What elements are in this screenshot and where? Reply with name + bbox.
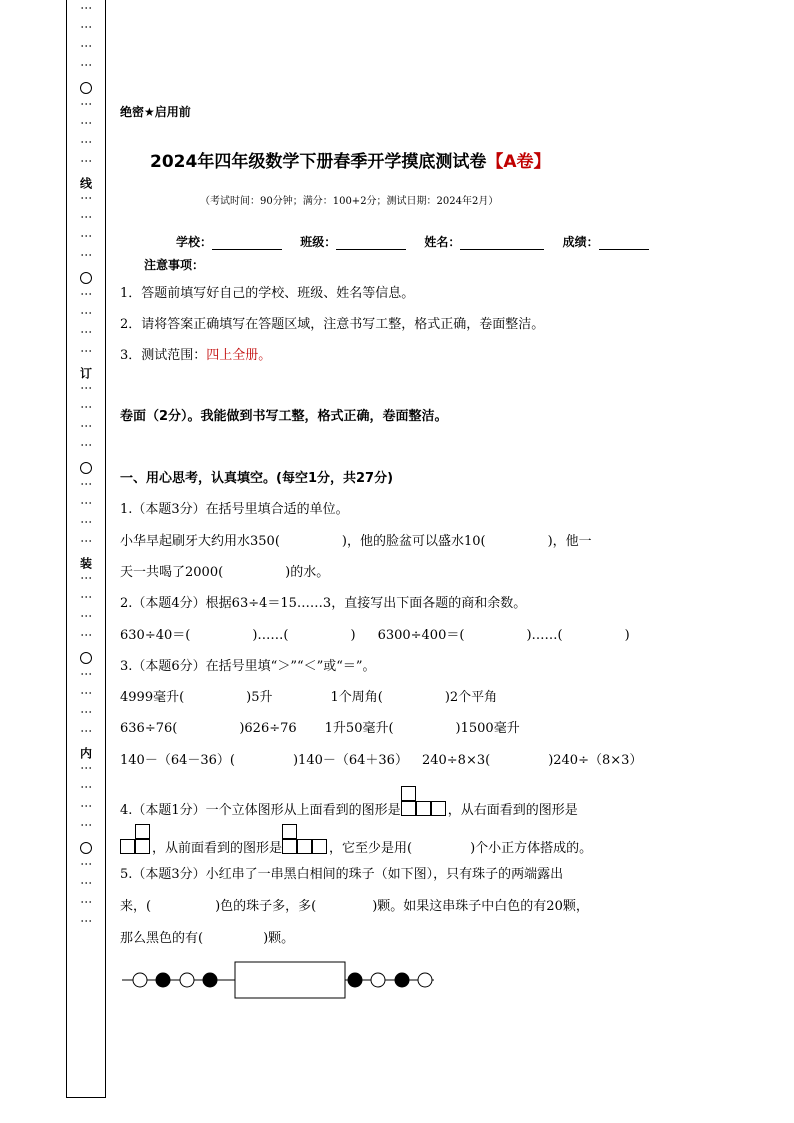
q4-text-c: ，从前面看到的图形是 xyxy=(152,841,283,856)
title-main: 2024年四年级数学下册春季开学摸底测试卷 xyxy=(150,152,487,172)
q2-text-e: )……( xyxy=(526,628,563,643)
binding-dots: ⋮ xyxy=(79,725,94,737)
question-3-row-1 xyxy=(120,686,497,705)
binding-dots: ⋮ xyxy=(79,516,94,528)
question-5-line-1: 5.（本题3分）小红串了一串黑白相间的珠子（如下图），只有珠子的两端露出 xyxy=(120,867,564,882)
white-bead xyxy=(371,973,385,987)
binding-circle-icon xyxy=(80,652,92,664)
q2-text-f: ) xyxy=(624,628,630,643)
binding-dots: ⋮ xyxy=(79,877,94,889)
white-bead xyxy=(418,973,432,987)
binding-dots: ⋮ xyxy=(79,40,94,52)
confidential-label: 绝密★启用前 xyxy=(120,105,191,119)
title-tag: 【A卷】 xyxy=(486,152,551,172)
bead-string-figure xyxy=(120,960,440,1000)
question-3-heading: 3.（本题6分）在括号里填“＞”“＜”或“＝”。 xyxy=(120,659,376,674)
binding-dots: ⋮ xyxy=(79,21,94,33)
black-bead xyxy=(348,973,362,987)
binding-seal-char: 线 xyxy=(78,177,93,189)
q2-text-b: )……( xyxy=(252,628,289,643)
question-3-row-2 xyxy=(120,717,520,736)
note-3 xyxy=(120,344,271,363)
q1-text-c: )，他一 xyxy=(547,534,592,549)
binding-circle-icon xyxy=(80,82,92,94)
question-2-heading: 2.（本题4分）根据63÷4＝15……3，直接写出下面各题的商和余数。 xyxy=(120,596,527,611)
q3-r2-d: )1500毫升 xyxy=(455,721,520,736)
hidden-beads-box xyxy=(235,962,345,998)
q5-text-e: 那么黑色的有( xyxy=(120,931,204,946)
q5-text-c: )色的珠子多，多( xyxy=(215,899,317,914)
binding-dots: ⋮ xyxy=(79,192,94,204)
binding-dots: ⋮ xyxy=(79,915,94,927)
question-2-line xyxy=(120,624,630,643)
neatness-section: 卷面（2分）。我能做到书写工整，格式正确，卷面整洁。 xyxy=(120,409,448,424)
black-bead xyxy=(203,973,217,987)
q1-text-e: )的水。 xyxy=(285,565,330,580)
score-field[interactable] xyxy=(599,237,649,250)
binding-dots: ⋮ xyxy=(79,117,94,129)
page-title xyxy=(150,147,551,172)
name-field[interactable] xyxy=(460,237,544,250)
question-4-line-2 xyxy=(120,824,592,856)
binding-marks xyxy=(67,2,105,934)
q3-r1-b: )5升 xyxy=(246,690,273,705)
note-1: 1．答题前填写好自己的学校、班级、姓名等信息。 xyxy=(120,286,415,301)
binding-margin xyxy=(66,0,106,1098)
question-1-heading: 1.（本题3分）在括号里填合适的单位。 xyxy=(120,502,349,517)
binding-dots: ⋮ xyxy=(79,230,94,242)
binding-circle-icon xyxy=(80,272,92,284)
q1-text-a: 小华早起刷牙大约用水350( xyxy=(120,534,280,549)
section-1-heading: 一、用心思考，认真填空。(每空1分，共27分) xyxy=(120,471,394,486)
binding-dots: ⋮ xyxy=(79,401,94,413)
binding-dots: ⋮ xyxy=(79,2,94,14)
question-3-row-3 xyxy=(120,749,642,768)
binding-dots: ⋮ xyxy=(79,896,94,908)
question-1-line-2 xyxy=(120,561,329,580)
q3-r3-c: 240÷8×3( xyxy=(421,753,491,768)
name-label: 姓名： xyxy=(424,235,461,249)
binding-dots: ⋮ xyxy=(79,819,94,831)
black-bead xyxy=(395,973,409,987)
q2-text-a: 630÷40＝( xyxy=(120,628,191,643)
class-field[interactable] xyxy=(336,237,406,250)
q1-text-d: 天一共喝了2000( xyxy=(120,565,224,580)
binding-dots: ⋮ xyxy=(79,439,94,451)
white-bead xyxy=(133,973,147,987)
q5-text-d: )颗。如果这串珠子中白色的有20颗， xyxy=(372,899,589,914)
white-bead xyxy=(180,973,194,987)
q3-r1-d: )2个平角 xyxy=(444,690,498,705)
binding-dots: ⋮ xyxy=(79,326,94,338)
binding-dots: ⋮ xyxy=(79,288,94,300)
exam-subtitle: （考试时间：90分钟；满分：100+2分；测试日期：2024年2月） xyxy=(200,196,499,207)
binding-dots: ⋮ xyxy=(79,668,94,680)
binding-dots: ⋮ xyxy=(79,382,94,394)
binding-seal-char: 装 xyxy=(78,557,93,569)
q3-r2-c: 1升50毫升( xyxy=(324,721,394,736)
binding-dots: ⋮ xyxy=(79,706,94,718)
question-1-line-1 xyxy=(120,530,592,549)
binding-dots: ⋮ xyxy=(79,307,94,319)
binding-dots: ⋮ xyxy=(79,800,94,812)
q1-text-b: )，他的脸盆可以盛水10( xyxy=(341,534,486,549)
binding-dots: ⋮ xyxy=(79,572,94,584)
binding-seal-char: 内 xyxy=(78,747,93,759)
q3-r3-d: )240÷（8×3） xyxy=(548,753,643,768)
front-view-figure xyxy=(282,824,329,856)
binding-dots: ⋮ xyxy=(79,497,94,509)
note-2: 2．请将答案正确填写在答题区域，注意书写工整，格式正确，卷面整洁。 xyxy=(120,317,545,332)
q3-r2-a: 636÷76( xyxy=(120,721,178,736)
class-label: 班级： xyxy=(300,235,337,249)
question-4-line-1 xyxy=(120,786,578,818)
binding-dots: ⋮ xyxy=(79,478,94,490)
q3-r2-b: )626÷76 xyxy=(239,721,297,736)
q3-r1-c: 1个周角( xyxy=(330,690,383,705)
binding-dots: ⋮ xyxy=(79,345,94,357)
question-5-line-2 xyxy=(120,895,589,914)
q3-r3-a: 140－（64－36）( xyxy=(120,753,235,768)
score-label: 成绩： xyxy=(562,235,599,249)
student-info-row xyxy=(176,233,663,250)
binding-dots: ⋮ xyxy=(79,420,94,432)
binding-dots: ⋮ xyxy=(79,762,94,774)
q4-text-e: )个小正方体搭成的。 xyxy=(470,841,593,856)
school-label: 学校： xyxy=(176,235,213,249)
q4-text-b: ，从右面看到的图形是 xyxy=(447,803,578,818)
q5-text-f: )颗。 xyxy=(263,931,295,946)
notes-heading: 注意事项： xyxy=(144,258,205,272)
q4-text-a: 4.（本题1分）一个立体图形从上面看到的图形是 xyxy=(120,803,401,818)
binding-dots: ⋮ xyxy=(79,781,94,793)
binding-dots: ⋮ xyxy=(79,155,94,167)
note-3-label: 3．测试范围： xyxy=(120,348,207,363)
binding-dots: ⋮ xyxy=(79,211,94,223)
binding-dots: ⋮ xyxy=(79,591,94,603)
top-view-figure xyxy=(401,786,448,818)
q3-r3-b: )140－（64＋36） xyxy=(292,753,408,768)
binding-dots: ⋮ xyxy=(79,610,94,622)
binding-circle-icon xyxy=(80,842,92,854)
q2-text-d: 6300÷400＝( xyxy=(377,628,465,643)
q2-text-c: ) xyxy=(350,628,356,643)
binding-seal-char: 订 xyxy=(78,367,93,379)
question-5-line-3 xyxy=(120,927,294,946)
binding-dots: ⋮ xyxy=(79,136,94,148)
black-bead xyxy=(156,973,170,987)
q4-text-d: ，它至少是用( xyxy=(329,841,413,856)
q5-text-b: 来，( xyxy=(120,899,152,914)
binding-dots: ⋮ xyxy=(79,629,94,641)
binding-dots: ⋮ xyxy=(79,98,94,110)
school-field[interactable] xyxy=(212,237,282,250)
binding-dots: ⋮ xyxy=(79,858,94,870)
right-view-figure xyxy=(120,824,152,856)
q3-r1-a: 4999毫升( xyxy=(120,690,185,705)
binding-dots: ⋮ xyxy=(79,249,94,261)
binding-dots: ⋮ xyxy=(79,687,94,699)
binding-circle-icon xyxy=(80,462,92,474)
binding-dots: ⋮ xyxy=(79,59,94,71)
binding-dots: ⋮ xyxy=(79,535,94,547)
test-range: 四上全册。 xyxy=(206,348,272,363)
